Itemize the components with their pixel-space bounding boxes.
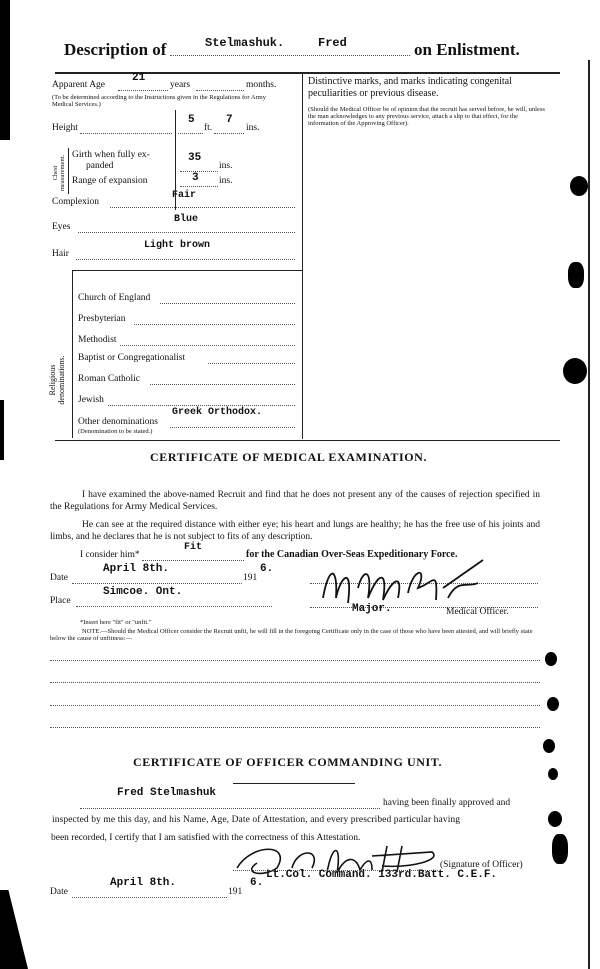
consider-label: I consider him* bbox=[80, 550, 140, 560]
medical-para-1: I have examined the above-named Recruit and find that he does not present any of the causes of rejection specified in the Regulations for Army Medical Services. bbox=[50, 490, 540, 512]
height-dots bbox=[80, 133, 172, 134]
signature-of-officer-label: (Signature of Officer) bbox=[440, 860, 523, 870]
height-ft-value: 5 bbox=[188, 114, 195, 126]
top-rule bbox=[55, 72, 560, 74]
place-dots bbox=[76, 606, 272, 607]
religion-label: Religious denominations. bbox=[48, 355, 66, 405]
complexion-label: Complexion bbox=[52, 197, 99, 207]
section-rule bbox=[55, 440, 560, 441]
torn-edge-left-top bbox=[0, 0, 10, 140]
unfitness-line bbox=[50, 705, 540, 706]
religion-dots bbox=[108, 405, 295, 406]
name-dots bbox=[80, 808, 380, 809]
commanding-name-value: Fred Stelmashuk bbox=[117, 787, 217, 799]
commanding-rank-value: Lt.Col. Command. 133rd.Batt. C.E.F. bbox=[266, 869, 498, 881]
medical-date-dots bbox=[72, 583, 242, 584]
insert-note: *Insert here "fit" or "unfit." bbox=[80, 619, 152, 626]
unfitness-line bbox=[50, 682, 540, 683]
torn-edge-left-bottom bbox=[0, 890, 28, 969]
title-dotted-line bbox=[170, 55, 410, 56]
girth-value: 35 bbox=[188, 152, 202, 164]
commanding-year-prefix: 191 bbox=[228, 887, 243, 897]
eyes-dots bbox=[78, 232, 295, 233]
torn-edge-left-mid bbox=[0, 400, 4, 460]
medical-date-value: April 8th. bbox=[103, 563, 170, 575]
medical-officer-signature bbox=[318, 558, 488, 610]
place-value: Simcoe. Ont. bbox=[103, 586, 183, 598]
girth-label-1: Girth when fully ex- bbox=[72, 150, 150, 160]
ink-blot bbox=[548, 768, 558, 780]
commanding-date-dots bbox=[72, 897, 227, 898]
ink-blot bbox=[552, 834, 568, 864]
surname-value: Stelmashuk. bbox=[205, 36, 285, 50]
force-label: for the Canadian Over-Seas Expeditionary Force. bbox=[246, 549, 458, 560]
complexion-dots bbox=[110, 207, 295, 208]
column-divider bbox=[302, 74, 303, 439]
range-label: Range of expansion bbox=[72, 176, 148, 186]
medical-officer-label: Medical Officer. bbox=[446, 607, 509, 617]
ink-blot bbox=[568, 262, 584, 288]
commanding-line-2: inspected by me this day, and his Name, Age, Date of Attestation, and every prescribed particular having bbox=[52, 815, 461, 825]
commanding-date-label: Date bbox=[50, 887, 68, 897]
commanding-date-value: April 8th. bbox=[110, 877, 177, 889]
religion-dots bbox=[208, 363, 295, 364]
ink-blot bbox=[547, 697, 559, 711]
height-label: Height bbox=[52, 123, 78, 133]
distinctive-marks-heading: Distinctive marks, and marks indicating congenital peculiarities or previous disease. bbox=[308, 76, 512, 99]
medical-certificate-heading: CERTIFICATE OF MEDICAL EXAMINATION. bbox=[150, 450, 428, 464]
consider-dots bbox=[142, 560, 244, 561]
ink-blot bbox=[563, 358, 587, 384]
ft-label: ft. bbox=[204, 123, 213, 133]
religion-presbyterian: Presbyterian bbox=[78, 314, 126, 324]
page-border-right bbox=[588, 60, 590, 969]
range-dots bbox=[180, 186, 218, 187]
commanding-line-3: been recorded, I certify that I am satisfied with the correctness of this Attestation. bbox=[51, 833, 361, 843]
height-in-value: 7 bbox=[226, 114, 233, 126]
religion-roman-catholic: Roman Catholic bbox=[78, 374, 141, 384]
girth-dots bbox=[180, 171, 218, 172]
commanding-year-suffix: 6. bbox=[250, 877, 264, 889]
religion-value: Greek Orthodox. bbox=[172, 407, 263, 418]
complexion-value: Fair bbox=[172, 190, 197, 201]
distinctive-marks-note: (Should the Medical Officer be of opinion that the recruit has served before, he will, unless the man acknowledges to any previous service, attach a slip to that effect, for the information of the Approving Officer). bbox=[308, 106, 545, 127]
medical-date-label: Date bbox=[50, 573, 68, 583]
age-dots bbox=[118, 90, 168, 91]
months-label: months. bbox=[246, 80, 277, 90]
place-label: Place bbox=[50, 596, 71, 606]
religion-jewish: Jewish bbox=[78, 395, 104, 405]
religion-dots bbox=[134, 324, 295, 325]
age-note: (To be determined according to the Instructions given in the Regulations for Army Medical Services.) bbox=[52, 94, 266, 108]
religion-dots bbox=[170, 427, 295, 428]
months-dots bbox=[196, 90, 244, 91]
range-value: 3 bbox=[192, 172, 199, 184]
unfitness-line bbox=[50, 727, 540, 728]
medical-officer-rank: Major. bbox=[352, 603, 392, 615]
religion-bracket bbox=[72, 270, 73, 438]
religion-baptist: Baptist or Congregationalist bbox=[78, 353, 186, 363]
religion-methodist: Methodist bbox=[78, 335, 117, 345]
medical-year-suffix: 6. bbox=[260, 563, 274, 575]
religion-other: Other denominations bbox=[78, 417, 158, 427]
ft-dots bbox=[178, 133, 203, 134]
medical-para-2: He can see at the required distance with either eye; his heart and lungs are healthy; he has the free use of his joints and limbs, and he declares that he is not subject to fits of any description. bbox=[50, 520, 540, 542]
in-dots bbox=[214, 133, 244, 134]
commanding-line-1: having been finally approved and bbox=[383, 798, 511, 808]
ins-label: ins. bbox=[246, 123, 260, 133]
given-name-value: Fred bbox=[318, 36, 347, 50]
consider-value: Fit bbox=[184, 542, 203, 553]
girth-label-2: panded bbox=[86, 161, 114, 171]
apparent-age-label: Apparent Age bbox=[52, 80, 106, 90]
hair-dots bbox=[76, 259, 295, 260]
unfit-note: NOTE.—Should the Medical Officer consider the Recruit unfit, he will fill in the foregoing Certificate only in the case of those who have been attested, and will briefly state below the cause of unfitness:— bbox=[50, 628, 533, 642]
girth-ins-label: ins. bbox=[219, 161, 233, 171]
religion-dots bbox=[160, 303, 295, 304]
title-right: on Enlistment. bbox=[414, 40, 520, 59]
hair-value: Light brown bbox=[144, 240, 211, 251]
ink-blot bbox=[543, 739, 555, 753]
range-ins-label: ins. bbox=[219, 176, 233, 186]
medical-year-prefix: 191 bbox=[243, 573, 258, 583]
heading-rule bbox=[233, 783, 355, 784]
ink-blot bbox=[548, 811, 562, 827]
religion-church-of-england: Church of England bbox=[78, 293, 151, 303]
title-left: Description of bbox=[64, 40, 167, 59]
religion-dots bbox=[120, 345, 295, 346]
chest-measurement-label: Chest measurement. bbox=[52, 154, 66, 192]
ink-blot bbox=[545, 652, 557, 666]
eyes-label: Eyes bbox=[52, 222, 71, 232]
hair-label: Hair bbox=[52, 249, 69, 259]
religion-dots bbox=[150, 384, 295, 385]
religion-top-rule bbox=[72, 270, 302, 271]
religion-other-note: (Denomination to be stated.) bbox=[78, 428, 153, 435]
ink-blot bbox=[570, 176, 588, 196]
chest-bracket bbox=[68, 148, 69, 194]
age-value: 21 bbox=[132, 72, 146, 84]
unfitness-line bbox=[50, 660, 540, 661]
eyes-value: Blue bbox=[174, 214, 199, 225]
years-label: years bbox=[170, 80, 191, 90]
commanding-certificate-heading: CERTIFICATE OF OFFICER COMMANDING UNIT. bbox=[133, 755, 443, 769]
